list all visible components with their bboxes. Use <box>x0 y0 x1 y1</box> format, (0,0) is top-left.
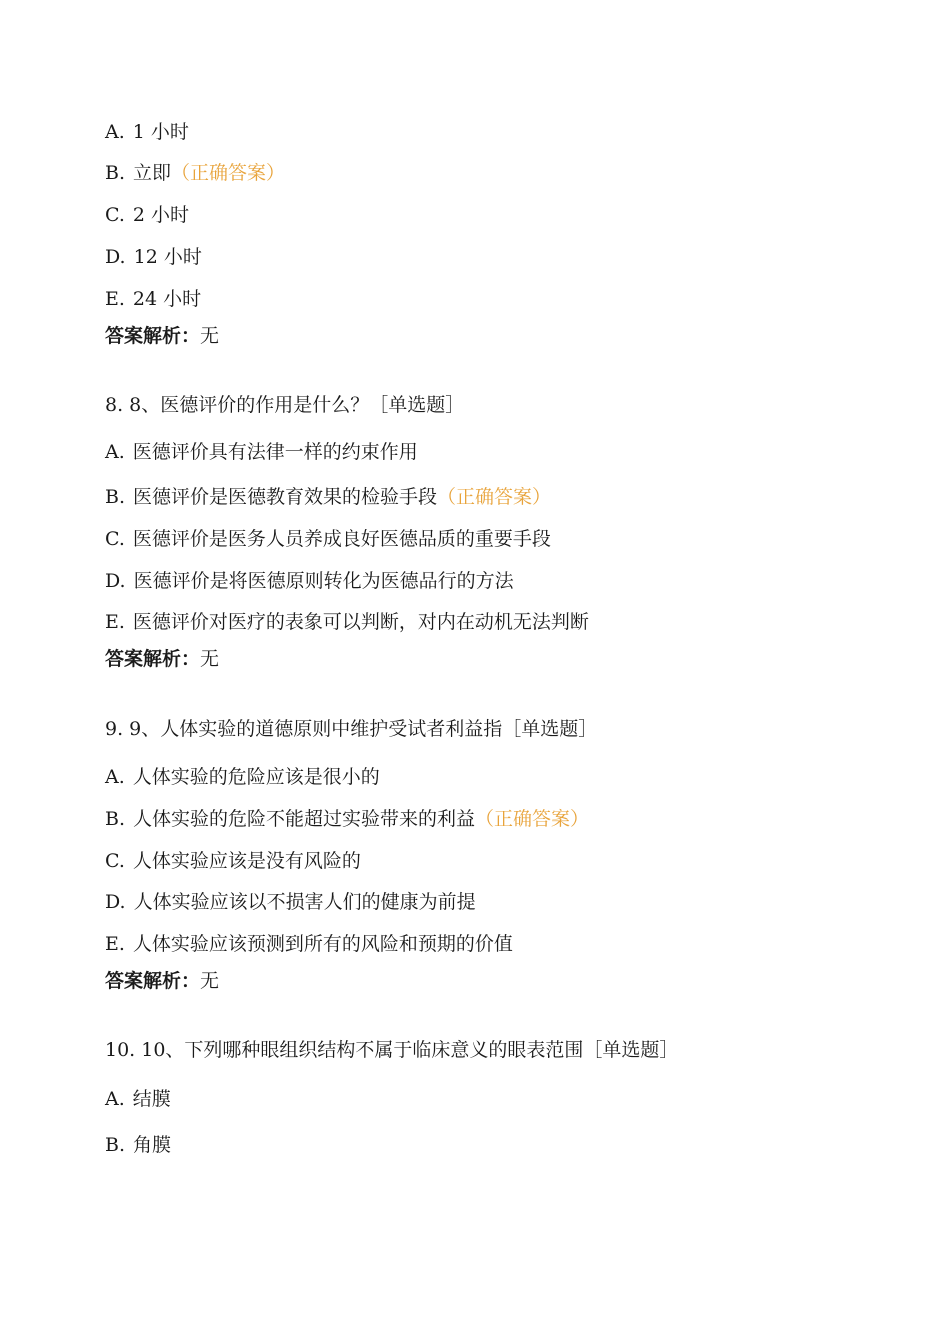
analysis-label: 答案解析： <box>105 970 201 992</box>
q9-option-a <box>105 765 380 789</box>
option-prefix: E. <box>105 288 125 310</box>
option-text: 结膜 <box>132 1088 171 1110</box>
option-prefix: A. <box>105 441 125 463</box>
option-text: 立即 <box>133 162 172 184</box>
option-prefix: A. <box>105 121 125 143</box>
option-text: 人体实验的危险应该是很小的 <box>132 766 380 788</box>
option-prefix: D. <box>105 891 126 913</box>
option-prefix: D. <box>105 246 126 268</box>
option-text: 角膜 <box>133 1134 172 1156</box>
q7-option-b <box>105 161 285 185</box>
q9-option-d <box>105 890 476 914</box>
q9-title: 9. 9、人体实验的道德原则中维护受试者利益指［单选题］ <box>105 718 598 740</box>
option-prefix: B. <box>105 162 126 184</box>
analysis-text: 无 <box>200 648 220 670</box>
correct-answer-tag: （正确答案） <box>437 486 552 508</box>
option-text: 医德评价对医疗的表象可以判断，对内在动机无法判断 <box>132 611 589 633</box>
q7-option-c <box>105 203 189 227</box>
option-text: 12 小时 <box>133 246 202 268</box>
option-prefix: E. <box>105 611 125 633</box>
option-text: 1 小时 <box>132 121 189 143</box>
option-text: 医德评价是医务人员养成良好医德品质的重要手段 <box>132 528 551 550</box>
q8-analysis <box>105 647 219 671</box>
option-prefix: A. <box>105 1088 125 1110</box>
q10-title: 10. 10、下列哪种眼组织结构不属于临床意义的眼表范围［单选题］ <box>105 1039 679 1061</box>
analysis-text: 无 <box>200 325 220 347</box>
analysis-label: 答案解析： <box>105 648 201 670</box>
option-prefix: D. <box>105 570 126 592</box>
option-prefix: E. <box>105 933 125 955</box>
q8-title: 8. 8、医德评价的作用是什么？［单选题］ <box>105 394 465 416</box>
q8-option-c <box>105 527 551 551</box>
q10-option-b <box>105 1133 171 1157</box>
option-text: 人体实验应该是没有风险的 <box>132 850 361 872</box>
q7-option-e <box>105 287 201 311</box>
q7-option-d <box>105 245 202 269</box>
option-prefix: B. <box>105 1134 126 1156</box>
q10-option-a <box>105 1087 171 1111</box>
correct-answer-tag: （正确答案） <box>171 162 286 184</box>
q8-option-b <box>105 485 551 509</box>
option-text: 人体实验的危险不能超过实验带来的利益 <box>133 808 476 830</box>
option-prefix: B. <box>105 808 126 830</box>
q9-option-e <box>105 932 513 956</box>
option-text: 2 小时 <box>132 204 190 226</box>
analysis-text: 无 <box>200 970 220 992</box>
correct-answer-tag: （正确答案） <box>475 808 590 830</box>
q9-option-b <box>105 807 589 831</box>
q9-analysis <box>105 969 219 993</box>
q8-option-e <box>105 610 589 634</box>
analysis-label: 答案解析： <box>105 325 201 347</box>
option-prefix: C. <box>105 204 125 226</box>
option-prefix: C. <box>105 850 125 872</box>
q9-option-c <box>105 849 361 873</box>
q8-option-d <box>105 569 514 593</box>
q7-analysis <box>105 324 219 348</box>
option-text: 24 小时 <box>132 288 202 310</box>
option-prefix: C. <box>105 528 125 550</box>
q7-option-a <box>105 120 189 144</box>
option-text: 医德评价具有法律一样的约束作用 <box>132 441 418 463</box>
option-text: 人体实验应该以不损害人们的健康为前提 <box>133 891 476 913</box>
option-prefix: A. <box>105 766 125 788</box>
q8-option-a <box>105 440 418 464</box>
option-text: 人体实验应该预测到所有的风险和预期的价值 <box>132 933 513 955</box>
option-prefix: B. <box>105 486 126 508</box>
option-text: 医德评价是医德教育效果的检验手段 <box>133 486 438 508</box>
option-text: 医德评价是将医德原则转化为医德品行的方法 <box>133 570 514 592</box>
